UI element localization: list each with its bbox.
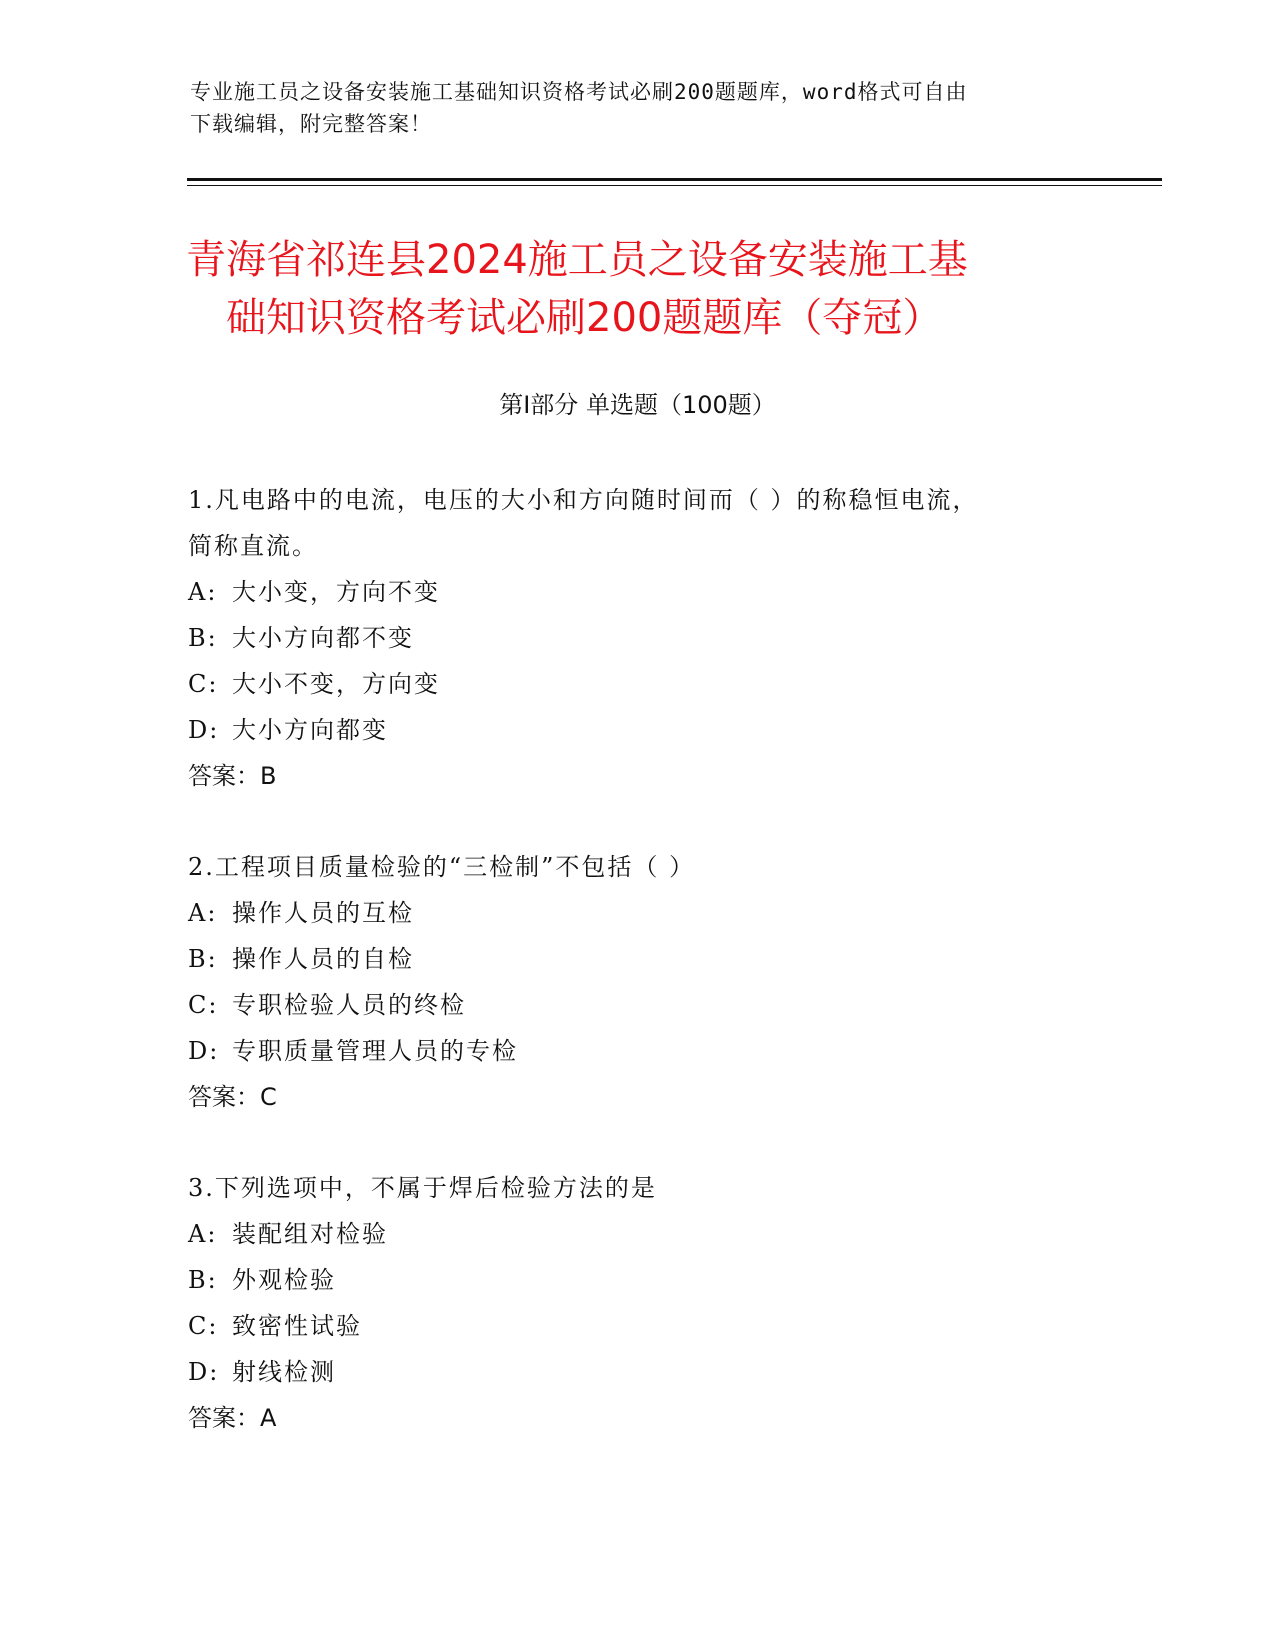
option-text: 大小变，方向不变	[232, 578, 440, 606]
question-1	[188, 477, 1088, 799]
option-a	[188, 569, 1088, 615]
option-text: 专职质量管理人员的专检	[232, 1037, 518, 1065]
question-list	[188, 477, 1088, 1441]
question-3	[188, 1165, 1088, 1441]
answer: 答案：B	[188, 762, 277, 790]
header-rule-thick	[187, 178, 1162, 181]
option-d	[188, 1028, 1088, 1074]
option-text: 致密性试验	[232, 1312, 362, 1340]
option-d	[188, 707, 1088, 753]
option-text: 大小方向都变	[232, 716, 388, 744]
option-key: A:	[188, 899, 218, 927]
option-text: 射线检测	[232, 1358, 336, 1386]
option-b	[188, 1257, 1088, 1303]
option-key: C:	[188, 670, 219, 698]
option-text: 大小不变，方向变	[232, 670, 440, 698]
option-text: 专职检验人员的终检	[232, 991, 466, 1019]
header-note-line-1: 专业施工员之设备安装施工基础知识资格考试必刷200题题库，word格式可自由	[190, 80, 968, 104]
question-stem-line-1: 2.工程项目质量检验的“三检制”不包括（ ）	[188, 853, 696, 881]
option-key: D:	[188, 716, 220, 744]
option-c	[188, 661, 1088, 707]
option-key: B:	[188, 945, 218, 973]
option-text: 操作人员的互检	[232, 899, 414, 927]
header-note	[190, 76, 1090, 140]
option-c	[188, 1303, 1088, 1349]
option-key: D:	[188, 1037, 220, 1065]
option-text: 操作人员的自检	[232, 945, 414, 973]
document-title-line-1: 青海省祁连县2024施工员之设备安装施工基	[186, 237, 968, 283]
section-title: 第Ⅰ部分 单选题（100题）	[499, 391, 776, 419]
option-d	[188, 1349, 1088, 1395]
option-b	[188, 936, 1088, 982]
question-2	[188, 844, 1088, 1120]
option-text: 装配组对检验	[232, 1220, 388, 1248]
answer: 答案：C	[188, 1083, 277, 1111]
option-key: A:	[188, 578, 218, 606]
option-key: C:	[188, 991, 219, 1019]
option-a	[188, 1211, 1088, 1257]
option-key: A:	[188, 1220, 218, 1248]
header-rule-thin	[187, 185, 1162, 186]
header-note-line-2: 下载编辑，附完整答案！	[190, 112, 432, 136]
question-stem	[188, 477, 1088, 569]
question-stem-line-2: 简称直流。	[188, 532, 318, 560]
answer: 答案：A	[188, 1404, 277, 1432]
question-stem	[188, 1165, 1088, 1211]
question-stem	[188, 844, 1088, 890]
option-text: 大小方向都不变	[232, 624, 414, 652]
document-title-line-2: 础知识资格考试必刷200题题库（夺冠）	[226, 295, 943, 341]
question-stem-line-1: 3.下列选项中，不属于焊后检验方法的是	[188, 1174, 657, 1202]
document-title	[186, 231, 1106, 347]
option-key: D:	[188, 1358, 220, 1386]
option-key: B:	[188, 1266, 218, 1294]
option-key: C:	[188, 1312, 219, 1340]
option-text: 外观检验	[232, 1266, 336, 1294]
option-b	[188, 615, 1088, 661]
question-stem-line-1: 1.凡电路中的电流，电压的大小和方向随时间而（ ）的称稳恒电流，	[188, 486, 979, 514]
option-a	[188, 890, 1088, 936]
option-c	[188, 982, 1088, 1028]
option-key: B:	[188, 624, 218, 652]
